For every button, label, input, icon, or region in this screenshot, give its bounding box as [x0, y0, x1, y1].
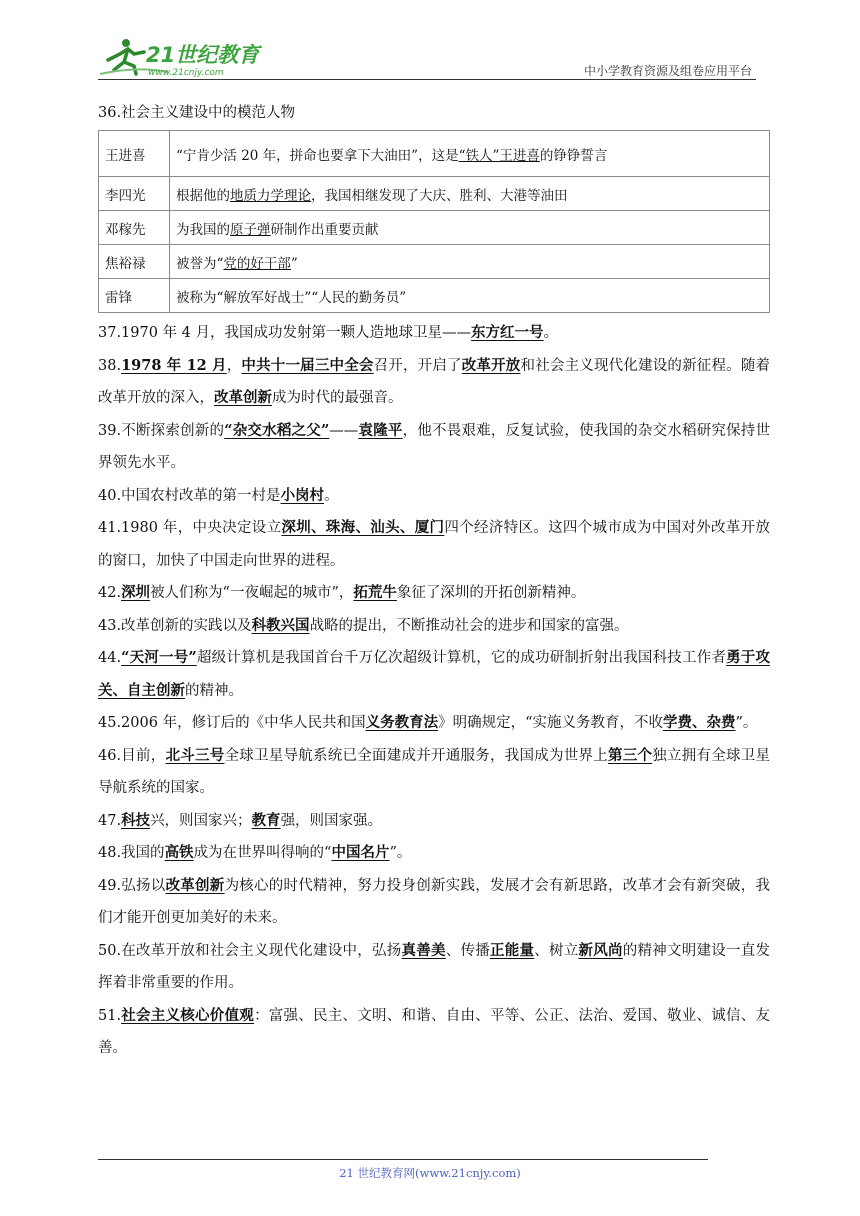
list-item — [98, 805, 770, 838]
key-term: 小岗村 — [280, 486, 325, 504]
svg-text:www.21cnjy.com: www.21cnjy.com — [148, 68, 224, 78]
figure-name: 邓稼先 — [99, 211, 170, 245]
text-run: ：富强、民主、文明、和谐、自由、平等、公正、法治、爱国、敬业、诚信、友善。 — [98, 1007, 771, 1056]
site-logo — [98, 36, 268, 80]
table-row — [99, 279, 770, 313]
page-header — [98, 36, 758, 80]
list-item — [98, 642, 770, 707]
text-run: 41.1980 年，中央决定设立 — [98, 520, 282, 536]
key-term: 改革创新 — [165, 876, 225, 894]
text-run: 的精神。 — [185, 682, 243, 699]
text-run: 为我国的 — [176, 221, 230, 238]
table-row — [99, 131, 770, 177]
key-term: 中共十一届三中全会 — [241, 356, 374, 374]
svg-text:21世纪教育: 21世纪教育 — [146, 43, 260, 67]
model-figures-table — [98, 130, 770, 313]
text-run: 的铮铮誓言 — [539, 147, 608, 164]
key-term: 第三个 — [608, 746, 653, 764]
key-term: 袁隆平 — [358, 421, 403, 439]
text-run: 为核心的时代精神，努力投身创新实践，发展才会有新思路，改革才会有新突破，我们才能开创更加美好的未来。 — [98, 877, 771, 926]
key-term: “杂交水稻之父” — [224, 421, 330, 439]
list-item — [98, 837, 770, 870]
text-run: 46.目前， — [98, 747, 166, 764]
text-run: 49.弘扬以 — [98, 877, 166, 894]
text-run: 被誉为“ — [176, 255, 224, 272]
text-run: 被人们称为“一夜崛起的城市”， — [150, 585, 354, 601]
figure-name: 雷锋 — [99, 279, 170, 313]
key-term: 新风尚 — [578, 941, 623, 959]
figure-description — [170, 131, 770, 177]
list-item — [98, 480, 770, 513]
list-item — [98, 415, 770, 480]
text-run: 战略的提出，不断推动社会的进步和国家的富强。 — [309, 617, 629, 634]
key-term: 深圳 — [121, 584, 151, 601]
list-item — [98, 577, 770, 610]
text-run: 、树立 — [534, 942, 579, 959]
key-term: 原子弹 — [230, 221, 271, 238]
list-item — [98, 935, 770, 1000]
text-run: ，我国相继发现了大庆、胜利、大港等油田 — [311, 187, 568, 204]
text-run: 。 — [324, 487, 339, 504]
text-run: 48.我国的 — [98, 845, 165, 861]
text-run: 38. — [98, 357, 122, 374]
text-run: ”。 — [389, 845, 412, 861]
text-run: 和社会主义现代化建设的新征程。随着改革开放的深入， — [98, 357, 771, 406]
list-item — [98, 610, 770, 643]
knowledge-points — [98, 317, 770, 1065]
key-term: 真善美 — [401, 941, 446, 959]
key-term: “天河一号” — [121, 649, 197, 666]
text-run: 43.改革创新的实践以及 — [98, 617, 252, 634]
key-term: 高铁 — [164, 844, 194, 861]
text-run: 象征了深圳的开拓创新精神。 — [396, 585, 586, 601]
text-run: 全球卫星导航系统已全面建成并开通服务，我国成为世界上 — [224, 747, 609, 764]
text-run: —— — [329, 422, 359, 439]
key-term: 深圳、珠海、汕头、厦门 — [281, 519, 445, 536]
text-run: 47. — [98, 812, 122, 829]
figure-description — [170, 245, 770, 279]
figure-description — [170, 211, 770, 245]
text-run: ， — [226, 357, 242, 374]
figure-name: 李四光 — [99, 177, 170, 211]
section-title: 36.社会主义建设中的模范人物 — [98, 105, 296, 121]
key-term: 学费、杂费 — [663, 714, 736, 731]
key-term: 勇于攻关、自主创新 — [98, 649, 771, 699]
list-item — [98, 350, 770, 415]
document-body — [98, 100, 770, 1065]
key-term: 科教兴国 — [251, 616, 310, 634]
key-term: 义务教育法 — [365, 714, 439, 731]
key-term: 北斗三号 — [165, 746, 225, 764]
text-run: 50.在改革开放和社会主义现代化建设中，弘扬 — [98, 942, 402, 959]
text-run: 39.不断探索创新的 — [98, 422, 225, 439]
text-run: 的精神文明建设一直发挥着非常重要的作用。 — [98, 942, 771, 991]
text-run: 》明确规定，“实施义务教育，不收 — [438, 715, 663, 731]
text-run: ” — [290, 255, 298, 272]
text-run: 独立拥有全球卫星导航系统的国家。 — [98, 747, 771, 796]
text-run: 被称为“解放军好战士”“人民的勤务员” — [176, 289, 407, 306]
footer-site-link[interactable]: 21 世纪教育网(www.21cnjy.com) — [339, 1166, 521, 1180]
text-run: ，他不畏艰难，反复试验，使我国的杂交水稻研究保持世界领先水平。 — [98, 422, 771, 471]
text-run: 召开，开启了 — [373, 357, 462, 374]
list-item — [98, 870, 770, 935]
key-term: 改革创新 — [214, 389, 272, 406]
key-term: 拓荒牛 — [353, 584, 397, 601]
table-row — [99, 177, 770, 211]
text-run: 研制作出重要贡献 — [270, 221, 379, 238]
text-run: 。 — [543, 325, 559, 341]
text-run: 45.2006 年，修订后的《中华人民共和国 — [98, 715, 366, 731]
text-run: 成为时代的最强音。 — [272, 390, 403, 406]
list-item — [98, 512, 770, 577]
runner-logo-icon — [98, 36, 268, 80]
text-run: “宁肯少活 20 年，拼命也要拿下大油田”，这是 — [176, 147, 459, 164]
text-run: 37.1970 年 4 月，我国成功发射第一颗人造地球卫星—— — [98, 325, 472, 341]
text-run: 超级计算机是我国首台千万亿次超级计算机，它的成功研制折射出我国科技工作者 — [196, 650, 727, 666]
key-term: 东方红一号 — [471, 324, 544, 341]
text-run: 四个经济特区。这四个城市成为中国对外改革开放的窗口，加快了中国走向世界的进程。 — [98, 520, 770, 569]
figure-description — [170, 177, 770, 211]
header-tagline: 中小学教育资源及组卷应用平台 — [583, 64, 752, 78]
text-run: 42. — [98, 585, 122, 601]
text-run: 强，则国家强。 — [280, 812, 383, 829]
list-item — [98, 317, 770, 350]
list-item — [98, 707, 770, 740]
text-run: 成为在世界叫得响的“ — [193, 845, 332, 861]
list-item — [98, 740, 770, 805]
footer-divider — [98, 1159, 708, 1160]
figure-name: 焦裕禄 — [99, 245, 170, 279]
text-run: 51. — [98, 1007, 122, 1024]
text-run: 40.中国农村改革的第一村是 — [98, 487, 281, 504]
table-row — [99, 245, 770, 279]
key-term: 地质力学理论 — [230, 187, 311, 204]
key-term: 社会主义核心价值观 — [121, 1006, 255, 1024]
key-term: 教育 — [251, 811, 281, 829]
key-term: “铁人”王进喜 — [458, 147, 540, 164]
header-divider — [98, 79, 756, 80]
key-term: 中国名片 — [331, 844, 390, 861]
text-run: 、传播 — [445, 942, 491, 959]
key-term: 改革开放 — [461, 356, 521, 374]
list-item — [98, 1000, 770, 1065]
key-term: 科技 — [121, 811, 151, 829]
text-run: 根据他的 — [176, 187, 230, 204]
text-run: ”。 — [735, 715, 758, 731]
key-term: 党的好干部 — [223, 255, 291, 272]
text-run: 44. — [98, 650, 122, 666]
text-run: 兴，则国家兴； — [150, 812, 252, 829]
key-term: 1978 年 12 月 — [121, 356, 227, 374]
table-row — [99, 211, 770, 245]
key-term: 正能量 — [490, 941, 535, 959]
figure-description — [170, 279, 770, 313]
figure-name: 王进喜 — [99, 131, 170, 177]
